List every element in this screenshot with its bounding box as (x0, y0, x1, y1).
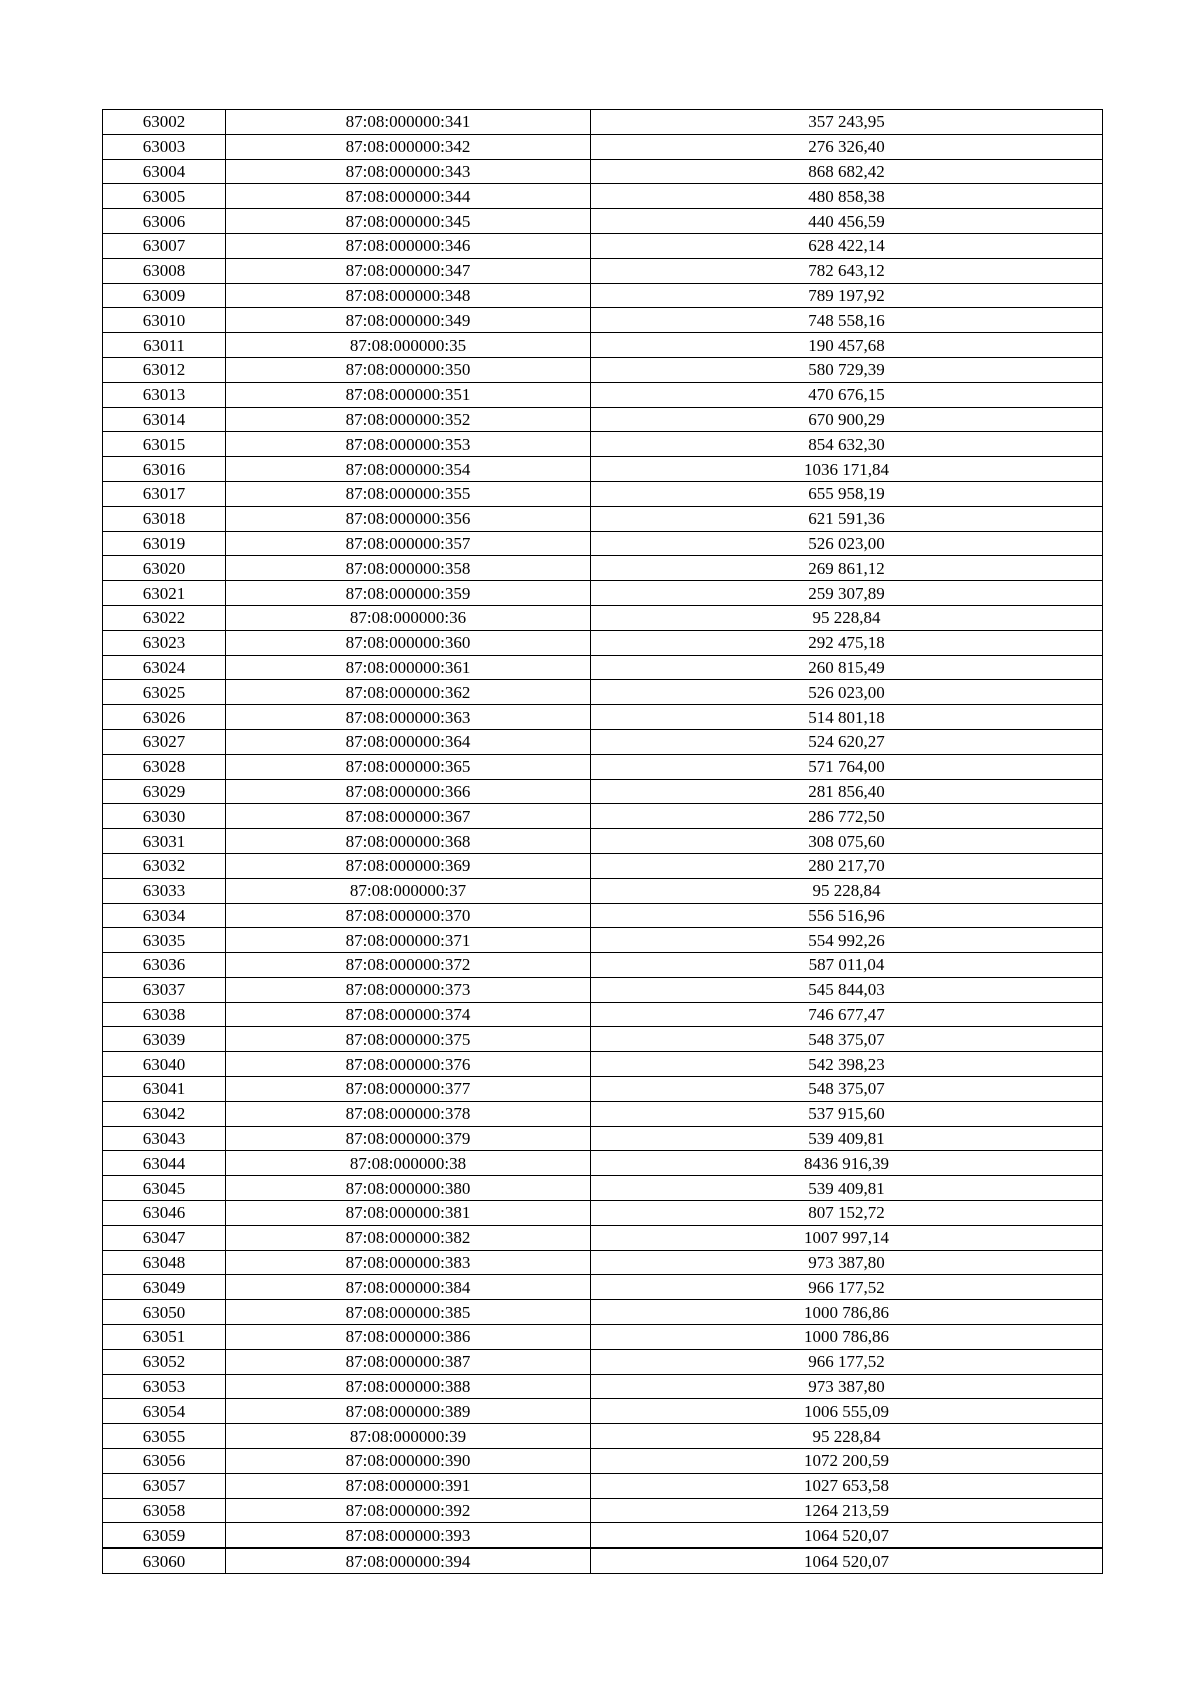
table-row (103, 283, 1103, 308)
table-body (103, 110, 1103, 1574)
value-cell: 292 475,18 (591, 630, 1103, 655)
value-cell: 554 992,26 (591, 928, 1103, 953)
cadastral-number-cell: 87:08:000000:373 (226, 977, 591, 1002)
row-number-cell: 63046 (103, 1201, 226, 1226)
table-row (103, 655, 1103, 680)
table-row (103, 1275, 1103, 1300)
cadastral-number-cell: 87:08:000000:342 (226, 134, 591, 159)
table-row (103, 506, 1103, 531)
row-number-cell: 63030 (103, 804, 226, 829)
cadastral-number-cell: 87:08:000000:366 (226, 779, 591, 804)
row-number-cell: 63008 (103, 258, 226, 283)
value-cell: 190 457,68 (591, 333, 1103, 358)
cadastral-number-cell: 87:08:000000:377 (226, 1077, 591, 1102)
value-cell: 1036 171,84 (591, 457, 1103, 482)
table-row (103, 134, 1103, 159)
row-number-cell: 63010 (103, 308, 226, 333)
value-cell: 514 801,18 (591, 705, 1103, 730)
row-number-cell: 63045 (103, 1176, 226, 1201)
cadastral-number-cell: 87:08:000000:375 (226, 1027, 591, 1052)
table-row (103, 1052, 1103, 1077)
table-row (103, 308, 1103, 333)
cadastral-number-cell: 87:08:000000:358 (226, 556, 591, 581)
row-number-cell: 63039 (103, 1027, 226, 1052)
value-cell: 260 815,49 (591, 655, 1103, 680)
value-cell: 548 375,07 (591, 1027, 1103, 1052)
cadastral-number-cell: 87:08:000000:356 (226, 506, 591, 531)
row-number-cell: 63059 (103, 1523, 226, 1548)
row-number-cell: 63028 (103, 754, 226, 779)
table-row (103, 1449, 1103, 1474)
table-row (103, 382, 1103, 407)
cadastral-number-cell: 87:08:000000:386 (226, 1325, 591, 1350)
table-row (103, 1225, 1103, 1250)
value-cell: 868 682,42 (591, 159, 1103, 184)
cadastral-number-cell: 87:08:000000:392 (226, 1498, 591, 1523)
table-row (103, 1176, 1103, 1201)
row-number-cell: 63058 (103, 1498, 226, 1523)
cadastral-number-cell: 87:08:000000:383 (226, 1250, 591, 1275)
value-cell: 8436 916,39 (591, 1151, 1103, 1176)
cadastral-number-cell: 87:08:000000:368 (226, 829, 591, 854)
value-cell: 854 632,30 (591, 432, 1103, 457)
table-row (103, 1523, 1103, 1548)
table-row (103, 1002, 1103, 1027)
value-cell: 308 075,60 (591, 829, 1103, 854)
cadastral-number-cell: 87:08:000000:351 (226, 382, 591, 407)
value-cell: 539 409,81 (591, 1176, 1103, 1201)
value-cell: 1064 520,07 (591, 1548, 1103, 1573)
value-cell: 789 197,92 (591, 283, 1103, 308)
cadastral-value-table (102, 109, 1103, 1574)
table-row (103, 407, 1103, 432)
table-row (103, 1250, 1103, 1275)
cadastral-number-cell: 87:08:000000:343 (226, 159, 591, 184)
cadastral-number-cell: 87:08:000000:371 (226, 928, 591, 953)
table-row (103, 903, 1103, 928)
cadastral-number-cell: 87:08:000000:390 (226, 1449, 591, 1474)
row-number-cell: 63003 (103, 134, 226, 159)
row-number-cell: 63057 (103, 1473, 226, 1498)
table-row (103, 556, 1103, 581)
table-row (103, 1101, 1103, 1126)
value-cell: 973 387,80 (591, 1374, 1103, 1399)
row-number-cell: 63041 (103, 1077, 226, 1102)
row-number-cell: 63018 (103, 506, 226, 531)
cadastral-number-cell: 87:08:000000:387 (226, 1349, 591, 1374)
table-row (103, 184, 1103, 209)
table-row (103, 581, 1103, 606)
cadastral-number-cell: 87:08:000000:376 (226, 1052, 591, 1077)
row-number-cell: 63042 (103, 1101, 226, 1126)
table-row (103, 630, 1103, 655)
table-row (103, 1126, 1103, 1151)
value-cell: 524 620,27 (591, 729, 1103, 754)
table-row (103, 829, 1103, 854)
row-number-cell: 63050 (103, 1300, 226, 1325)
cadastral-number-cell: 87:08:000000:348 (226, 283, 591, 308)
row-number-cell: 63016 (103, 457, 226, 482)
cadastral-number-cell: 87:08:000000:360 (226, 630, 591, 655)
value-cell: 580 729,39 (591, 357, 1103, 382)
value-cell: 1000 786,86 (591, 1300, 1103, 1325)
value-cell: 95 228,84 (591, 878, 1103, 903)
row-number-cell: 63025 (103, 680, 226, 705)
cadastral-number-cell: 87:08:000000:345 (226, 209, 591, 234)
row-number-cell: 63031 (103, 829, 226, 854)
table-row (103, 928, 1103, 953)
row-number-cell: 63019 (103, 531, 226, 556)
cadastral-number-cell: 87:08:000000:357 (226, 531, 591, 556)
cadastral-number-cell: 87:08:000000:379 (226, 1126, 591, 1151)
table-row (103, 878, 1103, 903)
cadastral-number-cell: 87:08:000000:39 (226, 1424, 591, 1449)
cadastral-number-cell: 87:08:000000:341 (226, 110, 591, 135)
row-number-cell: 63014 (103, 407, 226, 432)
table-row (103, 209, 1103, 234)
cadastral-number-cell: 87:08:000000:346 (226, 233, 591, 258)
table-row (103, 1548, 1103, 1573)
row-number-cell: 63048 (103, 1250, 226, 1275)
table-row (103, 457, 1103, 482)
row-number-cell: 63013 (103, 382, 226, 407)
cadastral-number-cell: 87:08:000000:369 (226, 853, 591, 878)
value-cell: 1072 200,59 (591, 1449, 1103, 1474)
table-row (103, 1151, 1103, 1176)
table-row (103, 1325, 1103, 1350)
value-cell: 95 228,84 (591, 1424, 1103, 1449)
value-cell: 269 861,12 (591, 556, 1103, 581)
value-cell: 281 856,40 (591, 779, 1103, 804)
table-row (103, 853, 1103, 878)
row-number-cell: 63054 (103, 1399, 226, 1424)
value-cell: 966 177,52 (591, 1275, 1103, 1300)
table-row (103, 754, 1103, 779)
value-cell: 286 772,50 (591, 804, 1103, 829)
value-cell: 670 900,29 (591, 407, 1103, 432)
row-number-cell: 63060 (103, 1548, 226, 1573)
value-cell: 537 915,60 (591, 1101, 1103, 1126)
table-row (103, 680, 1103, 705)
value-cell: 480 858,38 (591, 184, 1103, 209)
value-cell: 357 243,95 (591, 110, 1103, 135)
value-cell: 280 217,70 (591, 853, 1103, 878)
value-cell: 526 023,00 (591, 680, 1103, 705)
cadastral-number-cell: 87:08:000000:381 (226, 1201, 591, 1226)
table-row (103, 333, 1103, 358)
value-cell: 556 516,96 (591, 903, 1103, 928)
value-cell: 1006 555,09 (591, 1399, 1103, 1424)
value-cell: 440 456,59 (591, 209, 1103, 234)
table-row (103, 977, 1103, 1002)
row-number-cell: 63037 (103, 977, 226, 1002)
cadastral-number-cell: 87:08:000000:388 (226, 1374, 591, 1399)
cadastral-number-cell: 87:08:000000:361 (226, 655, 591, 680)
row-number-cell: 63029 (103, 779, 226, 804)
cadastral-number-cell: 87:08:000000:378 (226, 1101, 591, 1126)
value-cell: 571 764,00 (591, 754, 1103, 779)
cadastral-number-cell: 87:08:000000:363 (226, 705, 591, 730)
cadastral-number-cell: 87:08:000000:347 (226, 258, 591, 283)
row-number-cell: 63047 (103, 1225, 226, 1250)
table-row (103, 1349, 1103, 1374)
table-row (103, 1424, 1103, 1449)
table-row (103, 1498, 1103, 1523)
value-cell: 746 677,47 (591, 1002, 1103, 1027)
cadastral-number-cell: 87:08:000000:393 (226, 1523, 591, 1548)
cadastral-number-cell: 87:08:000000:354 (226, 457, 591, 482)
value-cell: 542 398,23 (591, 1052, 1103, 1077)
row-number-cell: 63055 (103, 1424, 226, 1449)
cadastral-number-cell: 87:08:000000:384 (226, 1275, 591, 1300)
value-cell: 539 409,81 (591, 1126, 1103, 1151)
row-number-cell: 63043 (103, 1126, 226, 1151)
table-row (103, 1399, 1103, 1424)
cadastral-number-cell: 87:08:000000:355 (226, 481, 591, 506)
cadastral-number-cell: 87:08:000000:364 (226, 729, 591, 754)
table-row (103, 1077, 1103, 1102)
value-cell: 966 177,52 (591, 1349, 1103, 1374)
value-cell: 655 958,19 (591, 481, 1103, 506)
cadastral-number-cell: 87:08:000000:349 (226, 308, 591, 333)
row-number-cell: 63024 (103, 655, 226, 680)
value-cell: 526 023,00 (591, 531, 1103, 556)
row-number-cell: 63040 (103, 1052, 226, 1077)
table-row (103, 432, 1103, 457)
value-cell: 621 591,36 (591, 506, 1103, 531)
value-cell: 782 643,12 (591, 258, 1103, 283)
cadastral-number-cell: 87:08:000000:394 (226, 1548, 591, 1573)
value-cell: 807 152,72 (591, 1201, 1103, 1226)
value-cell: 1007 997,14 (591, 1225, 1103, 1250)
row-number-cell: 63021 (103, 581, 226, 606)
row-number-cell: 63011 (103, 333, 226, 358)
row-number-cell: 63015 (103, 432, 226, 457)
cadastral-number-cell: 87:08:000000:38 (226, 1151, 591, 1176)
row-number-cell: 63035 (103, 928, 226, 953)
row-number-cell: 63034 (103, 903, 226, 928)
value-cell: 259 307,89 (591, 581, 1103, 606)
cadastral-number-cell: 87:08:000000:36 (226, 605, 591, 630)
row-number-cell: 63009 (103, 283, 226, 308)
cadastral-number-cell: 87:08:000000:37 (226, 878, 591, 903)
cadastral-number-cell: 87:08:000000:370 (226, 903, 591, 928)
table-row (103, 1027, 1103, 1052)
cadastral-number-cell: 87:08:000000:362 (226, 680, 591, 705)
cadastral-number-cell: 87:08:000000:382 (226, 1225, 591, 1250)
row-number-cell: 63020 (103, 556, 226, 581)
value-cell: 973 387,80 (591, 1250, 1103, 1275)
row-number-cell: 63033 (103, 878, 226, 903)
value-cell: 628 422,14 (591, 233, 1103, 258)
table-row (103, 159, 1103, 184)
row-number-cell: 63004 (103, 159, 226, 184)
table-row (103, 1374, 1103, 1399)
table-row (103, 729, 1103, 754)
table-row (103, 1473, 1103, 1498)
cadastral-number-cell: 87:08:000000:365 (226, 754, 591, 779)
row-number-cell: 63023 (103, 630, 226, 655)
table-row (103, 481, 1103, 506)
row-number-cell: 63007 (103, 233, 226, 258)
value-cell: 1027 653,58 (591, 1473, 1103, 1498)
value-cell: 1000 786,86 (591, 1325, 1103, 1350)
cadastral-number-cell: 87:08:000000:367 (226, 804, 591, 829)
table-row (103, 233, 1103, 258)
row-number-cell: 63052 (103, 1349, 226, 1374)
row-number-cell: 63049 (103, 1275, 226, 1300)
table-row (103, 953, 1103, 978)
table-row (103, 258, 1103, 283)
value-cell: 548 375,07 (591, 1077, 1103, 1102)
table-row (103, 531, 1103, 556)
row-number-cell: 63006 (103, 209, 226, 234)
table-row (103, 357, 1103, 382)
table-row (103, 705, 1103, 730)
value-cell: 470 676,15 (591, 382, 1103, 407)
cadastral-number-cell: 87:08:000000:380 (226, 1176, 591, 1201)
cadastral-number-cell: 87:08:000000:385 (226, 1300, 591, 1325)
cadastral-number-cell: 87:08:000000:374 (226, 1002, 591, 1027)
row-number-cell: 63044 (103, 1151, 226, 1176)
cadastral-number-cell: 87:08:000000:353 (226, 432, 591, 457)
value-cell: 95 228,84 (591, 605, 1103, 630)
row-number-cell: 63027 (103, 729, 226, 754)
table-row (103, 1201, 1103, 1226)
cadastral-number-cell: 87:08:000000:35 (226, 333, 591, 358)
cadastral-number-cell: 87:08:000000:359 (226, 581, 591, 606)
table-row (103, 1300, 1103, 1325)
row-number-cell: 63051 (103, 1325, 226, 1350)
row-number-cell: 63017 (103, 481, 226, 506)
table-row (103, 605, 1103, 630)
value-cell: 1064 520,07 (591, 1523, 1103, 1548)
row-number-cell: 63005 (103, 184, 226, 209)
row-number-cell: 63036 (103, 953, 226, 978)
row-number-cell: 63032 (103, 853, 226, 878)
row-number-cell: 63012 (103, 357, 226, 382)
table-row (103, 110, 1103, 135)
row-number-cell: 63022 (103, 605, 226, 630)
table-row (103, 804, 1103, 829)
table-row (103, 779, 1103, 804)
value-cell: 748 558,16 (591, 308, 1103, 333)
cadastral-number-cell: 87:08:000000:389 (226, 1399, 591, 1424)
cadastral-number-cell: 87:08:000000:344 (226, 184, 591, 209)
row-number-cell: 63002 (103, 110, 226, 135)
row-number-cell: 63056 (103, 1449, 226, 1474)
value-cell: 545 844,03 (591, 977, 1103, 1002)
value-cell: 587 011,04 (591, 953, 1103, 978)
row-number-cell: 63053 (103, 1374, 226, 1399)
cadastral-number-cell: 87:08:000000:350 (226, 357, 591, 382)
cadastral-number-cell: 87:08:000000:352 (226, 407, 591, 432)
row-number-cell: 63038 (103, 1002, 226, 1027)
cadastral-number-cell: 87:08:000000:372 (226, 953, 591, 978)
cadastral-number-cell: 87:08:000000:391 (226, 1473, 591, 1498)
row-number-cell: 63026 (103, 705, 226, 730)
value-cell: 276 326,40 (591, 134, 1103, 159)
value-cell: 1264 213,59 (591, 1498, 1103, 1523)
